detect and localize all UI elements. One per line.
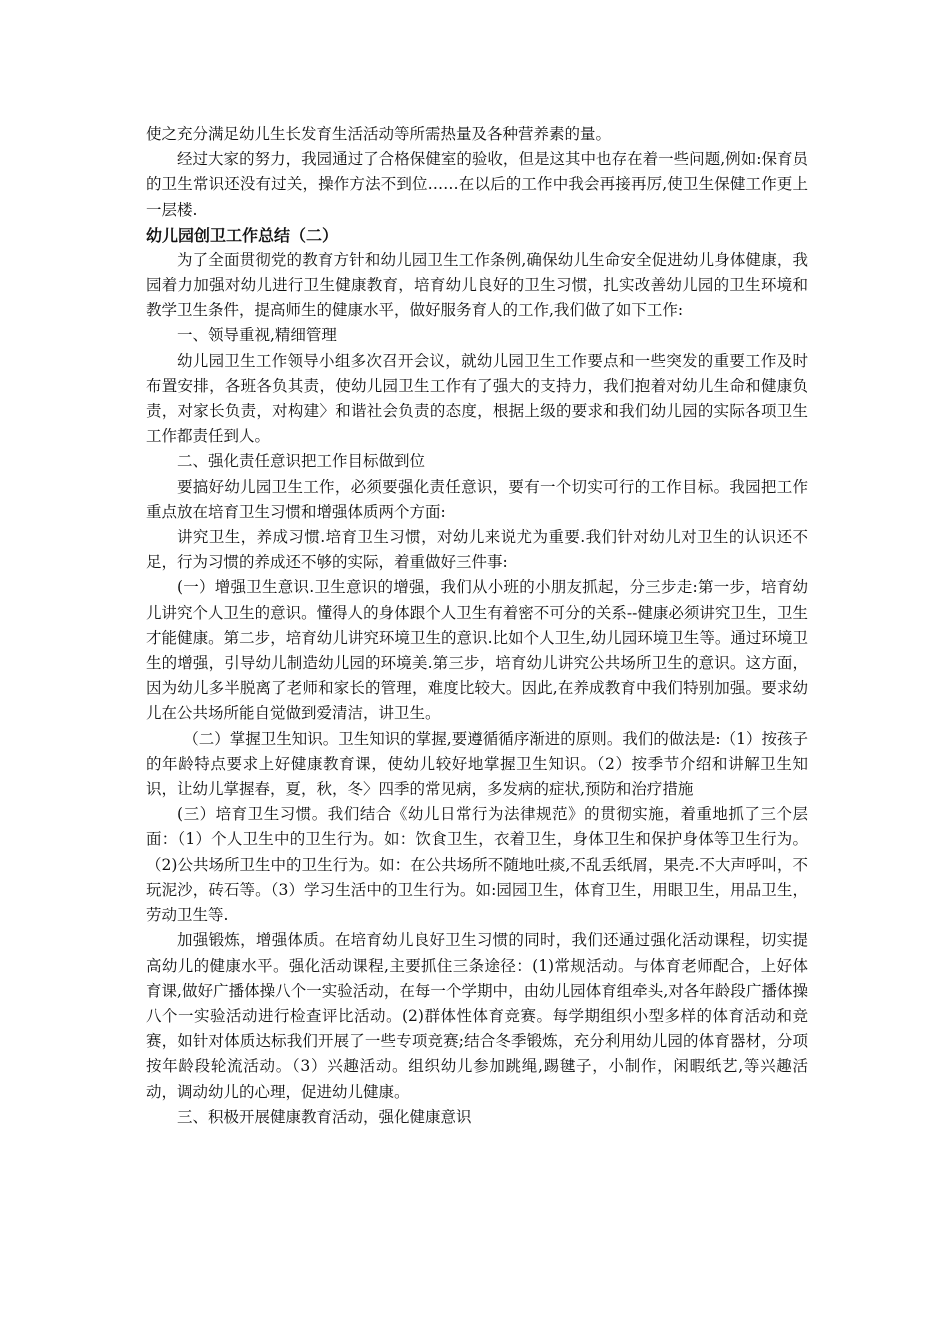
paragraph-hygiene-knowledge: （二）掌握卫生知识。卫生知识的掌握,要遵循循序渐进的原则。我们的做法是:（1）按孩子的年龄特点要求上好健康教育课，使幼儿较好地掌握卫生知识。（2）按季节介绍和讲解卫生知识，让幼儿掌握春，夏，秋，冬〉四季的常见病，多发病的症状,预防和治疗措施 bbox=[146, 729, 808, 799]
paragraph-intro: 为了全面贯彻党的教育方针和幼儿园卫生工作条例,确保幼儿生命安全促进幼儿身体健康，我园着力加强对幼儿进行卫生健康教育，培育幼儿良好的卫生习惯，扎实改善幼儿园的卫生环境和教学卫生条件，提高师生的健康水平，做好服务育人的工作,我们做了如下工作: bbox=[146, 250, 808, 320]
paragraph-summary: 经过大家的努力，我园通过了合格保健室的验收，但是这其中也存在着一些问题,例如:保育员的卫生常识还没有过关，操作方法不到位……在以后的工作中我会再接再厉,使卫生保健工作更上一层楼. bbox=[146, 150, 808, 219]
document-body bbox=[146, 122, 808, 1130]
paragraph-exercise: 加强锻炼，增强体质。在培育幼儿良好卫生习惯的同时，我们还通过强化活动课程，切实提高幼儿的健康水平。强化活动课程,主要抓住三条途径：(1)常规活动。与体育老师配合，上好体育课,做好广播体操八个一实验活动，在每一个学期中，由幼儿园体育组牵头,对各年龄段广播体操八个一实验活动进行检查评比活动。(2)群体性体育竞赛。每学期组织小型多样的体育活动和竞赛，如针对体质达标我们开展了一些专项竞赛;结合冬季锻炼，充分利用幼儿园的体育器材，分项按年龄段轮流活动。（3）兴趣活动。组织幼儿参加跳绳,踢毽子，小制作，闲暇纸艺,等兴趣活动，调动幼儿的心理，促进幼儿健康。 bbox=[146, 931, 808, 1101]
paragraph-hygiene-behavior: (三）培育卫生习惯。我们结合《幼儿日常行为法律规范》的贯彻实施，着重地抓了三个层面：（1）个人卫生中的卫生行为。如：饮食卫生，衣着卫生，身体卫生和保护身体等卫生行为。（2)公共场所卫生中的卫生行为。如：在公共场所不随地吐痰,不乱丢纸屑，果壳.不大声呼叫，不玩泥沙，砖石等。（3）学习生活中的卫生行为。如:园园卫生，体育卫生，用眼卫生，用品卫生，劳动卫生等. bbox=[146, 805, 808, 925]
paragraph-hygiene-habits: 讲究卫生，养成习惯.培育卫生习惯，对幼儿来说尤为重要.我们针对幼儿对卫生的认识还不足，行为习惯的养成还不够的实际，着重做好三件事: bbox=[146, 528, 808, 572]
paragraph-hygiene-awareness: (一）增强卫生意识.卫生意识的增强，我们从小班的小朋友抓起，分三步走:第一步，培育幼儿讲究个人卫生的意识。懂得人的身体跟个人卫生有着密不可分的关系--健康必须讲究卫生，卫生才能健康。第二步，培育幼儿讲究环境卫生的意识.比如个人卫生,幼儿园环境卫生等。通过环境卫生的增强，引导幼儿制造幼儿园的环境美.第三步，培育幼儿讲究公共场所卫生的意识。这方面，因为幼儿多半脱离了老师和家长的管理，难度比较大。因此,在养成教育中我们特别加强。要求幼儿在公共场所能自觉做到爱清洁，讲卫生。 bbox=[146, 578, 808, 723]
subheading-responsibility: 二、强化责任意识把工作目标做到位 bbox=[177, 452, 426, 471]
subheading-health-education: 三、积极开展健康教育活动，强化健康意识 bbox=[177, 1107, 472, 1126]
paragraph-continuation: 使之充分满足幼儿生长发育生活活动等所需热量及各种营养素的量。 bbox=[146, 125, 612, 143]
paragraph-responsibility: 要搞好幼儿园卫生工作，必须要强化责任意识，要有一个切实可行的工作目标。我园把工作重点放在培育卫生习惯和增强体质两个方面: bbox=[146, 477, 808, 521]
section-title: 幼儿园创卫工作总结（二） bbox=[146, 225, 339, 245]
subheading-leadership: 一、领导重视,精细管理 bbox=[177, 326, 337, 345]
paragraph-leadership: 幼儿园卫生工作领导小组多次召开会议，就幼儿园卫生工作要点和一些突发的重要工作及时布置安排，各班各负其责，使幼儿园卫生工作有了强大的支持力，我们抱着对幼儿生命和健康负责，对家长负责，对构建〉和谐社会负责的态度，根据上级的要求和我们幼儿园的实际各项卫生工作都责任到人。 bbox=[146, 351, 808, 446]
